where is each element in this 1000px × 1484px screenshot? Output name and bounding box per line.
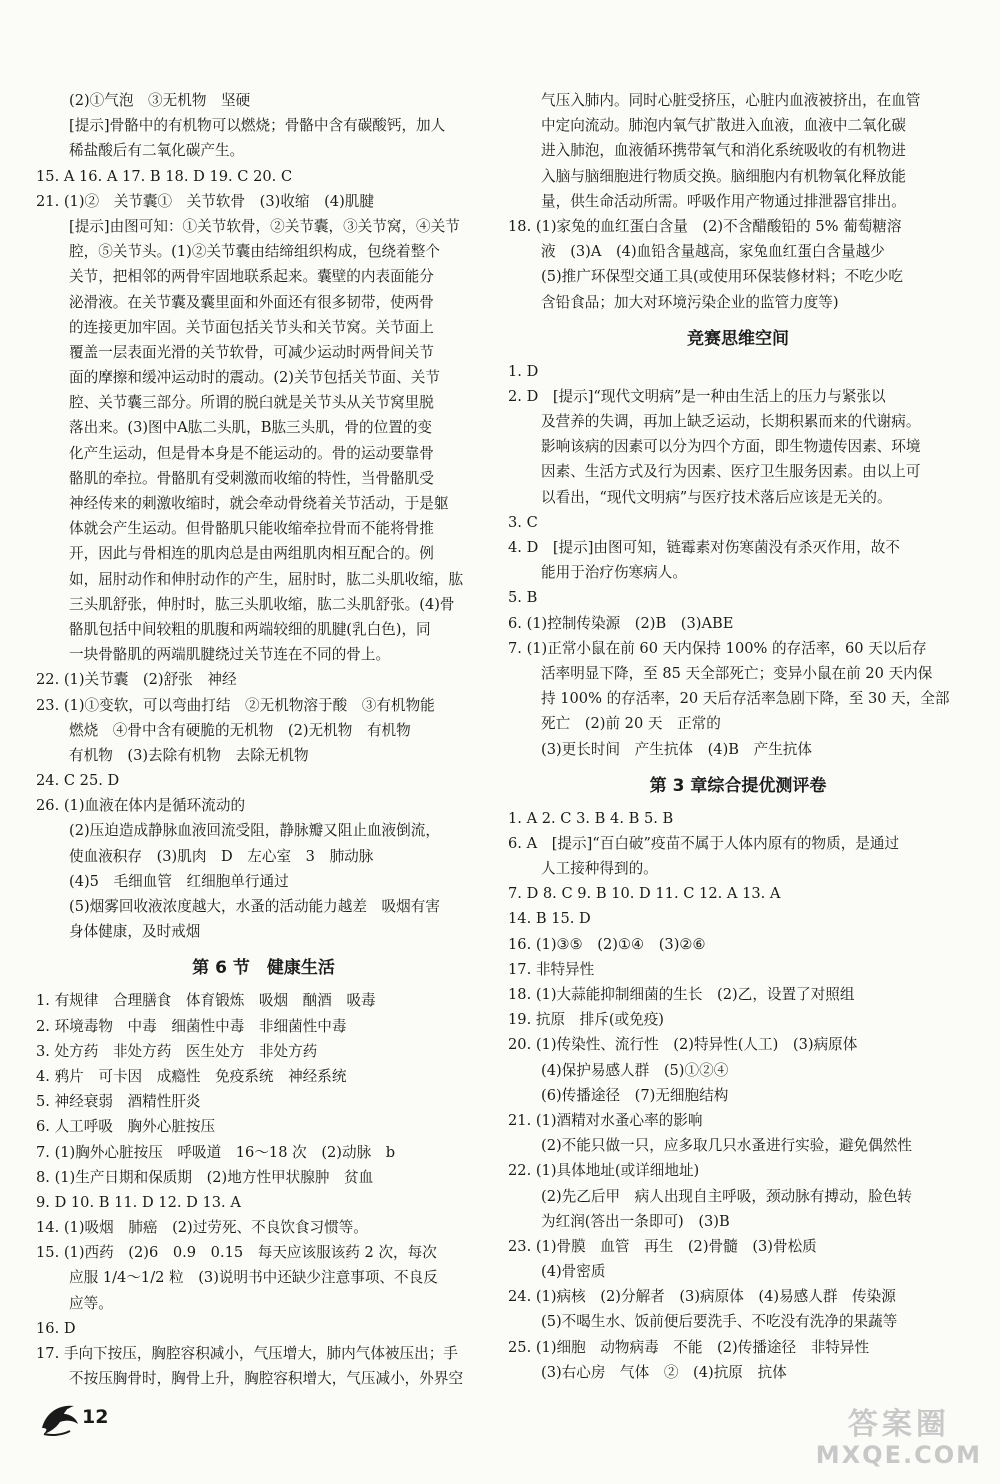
answer-line: 落出来。(3)图中A肱二头肌，B肱三头肌，骨的位置的变 — [69, 419, 433, 437]
answer-line: 神经传来的刺激收缩时，就会牵动骨绕着关节活动，于是躯 — [69, 495, 449, 512]
answer-line: 8. (1)生产日期和保质期 (2)地方性甲状腺肿 贫血 — [36, 1168, 374, 1186]
dolphin-logo-icon — [38, 1398, 82, 1438]
answer-line: 6. A [提示]“百白破”疫苗不属于人体内原有的物质，是通过 — [508, 834, 900, 852]
answer-line: 21. (1)② 关节囊① 关节软骨 (3)收缩 (4)肌腱 — [36, 192, 374, 210]
answer-line: 量，供生命活动所需。呼吸作用产物通过排泄器官排出。 — [541, 192, 906, 210]
answer-line: 18. (1)大蒜能抑制细菌的生长 (2)乙，设置了对照组 — [508, 986, 855, 1003]
answer-line: 气压入肺内。同时心脏受挤压，心脏内血液被挤出，在血管 — [541, 92, 921, 109]
answer-line: 23. (1)骨膜 血管 再生 (2)骨髓 (3)骨松质 — [508, 1237, 817, 1255]
answer-line: 7. D 8. C 9. B 10. D 11. C 12. A 13. A — [508, 885, 781, 903]
answer-line: 化产生运动，但是骨本身是不能运动的。骨的运动要靠骨 — [69, 444, 434, 462]
answer-line: (2)①气泡 ③无机物 坚硬 — [69, 92, 251, 109]
answer-line: 持 100% 的存活率，20 天后存活率急剧下降，至 30 天，全部 — [541, 690, 950, 708]
answer-line: [提示]骨骼中的有机物可以燃烧；骨骼中含有碳酸钙，加人 — [69, 117, 446, 135]
answer-line: (2)先乙后甲 病人出现自主呼吸，颈动脉有搏动，脸色转 — [541, 1187, 912, 1205]
answer-line: (4)保护易感人群 (5)①②④ — [541, 1061, 729, 1079]
answer-line: 人工接种得到的。 — [541, 860, 658, 878]
answer-line: 体就会产生运动。但骨骼肌只能收缩牵拉骨而不能将骨推 — [69, 520, 434, 538]
answer-line: (5)烟雾回收液浓度越大，水蚤的活动能力越差 吸烟有害 — [69, 898, 440, 915]
answer-line: 22. (1)具体地址(或详细地址) — [508, 1162, 700, 1180]
answer-line: 15. (1)西药 (2)6 0.9 0.15 每天应该服该药 2 次，每次 — [36, 1244, 437, 1262]
page-number: 12 — [82, 1406, 109, 1428]
answer-line: 应服 1/4～1/2 粒 (3)说明书中还缺少注意事项、不良反 — [69, 1269, 438, 1287]
answer-line: 因素、生活方式及行为因素、医疗卫生服务因素。由以上可 — [541, 463, 921, 481]
answer-line: 7. (1)正常小鼠在前 60 天内保持 100% 的存活率，60 天以后存 — [508, 639, 927, 657]
answer-line: (2)压迫造成静脉血液回流受阻，静脉瓣又阻止血液倒流， — [69, 822, 440, 840]
answer-line: 为红润(答出一条即可) (3)B — [541, 1212, 730, 1230]
answer-line: (2)不能只做一只，应多取几只水蚤进行实验，避免偶然性 — [541, 1137, 912, 1155]
answer-line: 4. D [提示]由图可知，链霉素对伤寒菌没有杀灭作用，故不 — [508, 539, 900, 556]
answer-line: 24. C 25. D — [36, 772, 120, 790]
answer-line: 骼肌包括中间较粗的肌腹和两端较细的肌腱(乳白色)，同 — [69, 620, 431, 638]
answer-line: 三头肌舒张，伸肘时，肱三头肌收缩，肱二头肌舒张。(4)骨 — [69, 595, 455, 613]
answer-line: 中定向流动。肺泡内氧气扩散进入血液，血液中二氧化碳 — [541, 117, 906, 135]
watermark-logo-text: 答案圈 — [847, 1407, 950, 1442]
answer-line: 开，因此与骨相连的肌肉总是由两组肌肉相互配合的。例 — [69, 545, 434, 563]
answer-line: 有机物 (3)去除有机物 去除无机物 — [69, 746, 309, 764]
answer-line: 3. 处方药 非处方药 医生处方 非处方药 — [36, 1042, 318, 1060]
answer-line: (3)更长时间 产生抗体 (4)B 产生抗体 — [541, 740, 812, 758]
answer-line: 活率明显下降，至 85 天全部死亡；变异小鼠在前 20 天内保 — [541, 664, 933, 682]
answer-line: 关节，把相邻的两骨牢固地联系起来。囊壁的内表面能分 — [69, 268, 434, 286]
answer-line: 使血液积存 (3)肌肉 D 左心室 3 肺动脉 — [69, 847, 374, 865]
answer-line: 1. 有规律 合理膳食 体育锻炼 吸烟 酗酒 吸毒 — [36, 992, 376, 1010]
answer-line: 17. 手向下按压，胸腔容积减小，气压增大，肺内气体被压出；手 — [36, 1345, 458, 1362]
answer-line: 14. (1)吸烟 肺癌 (2)过劳死、不良饮食习惯等。 — [36, 1219, 368, 1237]
answer-line: 覆盖一层表面光滑的关节软骨，可减少运动时两骨间关节 — [69, 343, 434, 361]
left-answer-column — [36, 88, 491, 1391]
answer-line: 入脑与脑细胞进行物质交换。脑细胞内有机物氧化释放能 — [541, 167, 906, 185]
answer-line: 14. B 15. D — [508, 910, 591, 928]
answer-line: 9. D 10. B 11. D 12. D 13. A — [36, 1193, 241, 1211]
answer-line: 腔、关节囊三部分。所谓的脱臼就是关节头从关节窝里脱 — [69, 394, 434, 412]
answer-line: 如，屈肘动作和伸肘动作的产生，屈肘时，肱二头肌收缩，肱 — [69, 570, 464, 588]
answer-line: 15. A 16. A 17. B 18. D 19. C 20. C — [36, 167, 293, 185]
right-answer-column — [508, 88, 968, 1385]
answer-line: 进入肺泡，血液循环携带氧气和消化系统吸收的有机物进 — [541, 142, 906, 160]
answer-line: (4)5 毛细血管 红细胞单行通过 — [69, 872, 289, 890]
answer-line: 5. 神经衰弱 酒精性肝炎 — [36, 1093, 201, 1111]
answer-line: 骼肌的牵拉。骨骼肌有受刺激而收缩的特性，当骨骼肌受 — [69, 469, 434, 487]
answer-line: 燃烧 ④骨中含有硬脆的无机物 (2)无机物 有机物 — [69, 721, 411, 739]
answer-line: 应等。 — [69, 1294, 113, 1312]
answer-line: 23. (1)①变软，可以弯曲打结 ②无机物溶于酸 ③有机物能 — [36, 696, 435, 714]
answer-line: (6)传播途径 (7)无细胞结构 — [541, 1086, 729, 1104]
answer-line: 20. (1)传染性、流行性 (2)特异性(人工) (3)病原体 — [508, 1036, 858, 1054]
answer-line: 6. 人工呼吸 胸外心脏按压 — [36, 1118, 216, 1136]
site-watermark — [816, 1408, 982, 1468]
answer-line: 16. (1)③⑤ (2)①④ (3)②⑥ — [508, 935, 706, 953]
answer-line: 稀盐酸后有二氧化碳产生。 — [69, 142, 245, 160]
answer-line: 泌滑液。在关节囊及囊里面和外面还有很多韧带，使两骨 — [69, 293, 434, 311]
answer-line: (5)推广环保型交通工具(或使用环保装修材料；不吃少吃 — [541, 268, 904, 286]
answer-line: 身体健康，及时戒烟 — [69, 923, 201, 941]
answer-line: 16. D — [36, 1319, 76, 1337]
answer-line: 7. (1)胸外心脏按压 呼吸道 16～18 次 (2)动脉 b — [36, 1143, 396, 1161]
answer-line: 液 (3)A (4)血铅含量越高，家兔血红蛋白含量越少 — [541, 243, 885, 261]
answer-line: 3. C — [508, 513, 538, 531]
answer-line: 22. (1)关节囊 (2)舒张 神经 — [36, 671, 237, 689]
answer-line: 21. (1)酒精对水蚤心率的影响 — [508, 1111, 703, 1129]
answer-line: 及营养的失调，再加上缺乏运动，长期积累而来的代谢病。 — [541, 413, 921, 431]
answer-line: 1. D — [508, 362, 539, 380]
answer-line: 面的摩擦和缓冲运动时的震动。(2)关节包括关节面、关节 — [69, 369, 440, 387]
answer-line: 26. (1)血液在体内是循环流动的 — [36, 797, 246, 815]
answer-line: 死亡 (2)前 20 天 正常的 — [541, 715, 721, 733]
answer-line: 2. 环境毒物 中毒 细菌性中毒 非细菌性中毒 — [36, 1017, 347, 1035]
answer-line: 5. B — [508, 589, 538, 607]
answer-line: 17. 非特异性 — [508, 960, 595, 978]
answer-line: 18. (1)家兔的血红蛋白含量 (2)不含醋酸铅的 5% 葡萄糖溶 — [508, 217, 902, 235]
answer-line: 19. 抗原 排斥(或免疫) — [508, 1011, 664, 1029]
answer-line: 1. A 2. C 3. B 4. B 5. B — [508, 809, 674, 827]
section-heading: 第 3 章综合提优测评卷 — [649, 775, 827, 796]
answer-line: 24. (1)病核 (2)分解者 (3)病原体 (4)易感人群 传染源 — [508, 1288, 896, 1306]
answer-line: 一块骨骼肌的两端肌腱绕过关节连在不同的骨上。 — [69, 646, 391, 664]
answer-line: 的连接更加牢固。关节面包括关节头和关节窝。关节面上 — [69, 318, 434, 336]
answer-line: (3)右心房 气体 ② (4)抗原 抗体 — [541, 1363, 787, 1381]
answer-line: 2. D [提示]“现代文明病”是一种由生活上的压力与紧张以 — [508, 387, 886, 405]
section-heading: 第 6 节 健康生活 — [192, 958, 335, 979]
answer-line: 影响该病的因素可以分为四个方面，即生物遗传因素、环境 — [541, 438, 921, 456]
answer-line: 不按压胸骨时，胸骨上升，胸腔容积增大，气压减小，外界空 — [69, 1370, 464, 1388]
answer-line: 6. (1)控制传染源 (2)B (3)ABE — [508, 614, 734, 632]
answer-line: 以看出，“现代文明病”与医疗技术落后应该是无关的。 — [541, 488, 892, 506]
answer-line: (5)不喝生水、饭前便后要洗手、不吃没有洗净的果蔬等 — [541, 1313, 898, 1331]
answer-line: 含铅食品；加大对环境污染企业的监管力度等) — [541, 293, 839, 311]
answer-line: 能用于治疗伤寒病人。 — [541, 564, 687, 582]
answer-line: [提示]由图可知：①关节软骨，②关节囊，③关节窝，④关节 — [69, 217, 460, 235]
watermark-domain: MXQE.COM — [815, 1441, 982, 1469]
answer-line: 腔，⑤关节头。(1)②关节囊由结缔组织构成，包绕着整个 — [69, 243, 440, 261]
section-heading: 竞赛思维空间 — [687, 328, 789, 349]
answer-line: (4)骨密质 — [541, 1263, 606, 1281]
answer-line: 25. (1)细胞 动物病毒 不能 (2)传播途径 非特异性 — [508, 1338, 870, 1356]
answer-line: 4. 鸦片 可卡因 成瘾性 免疫系统 神经系统 — [36, 1067, 347, 1085]
